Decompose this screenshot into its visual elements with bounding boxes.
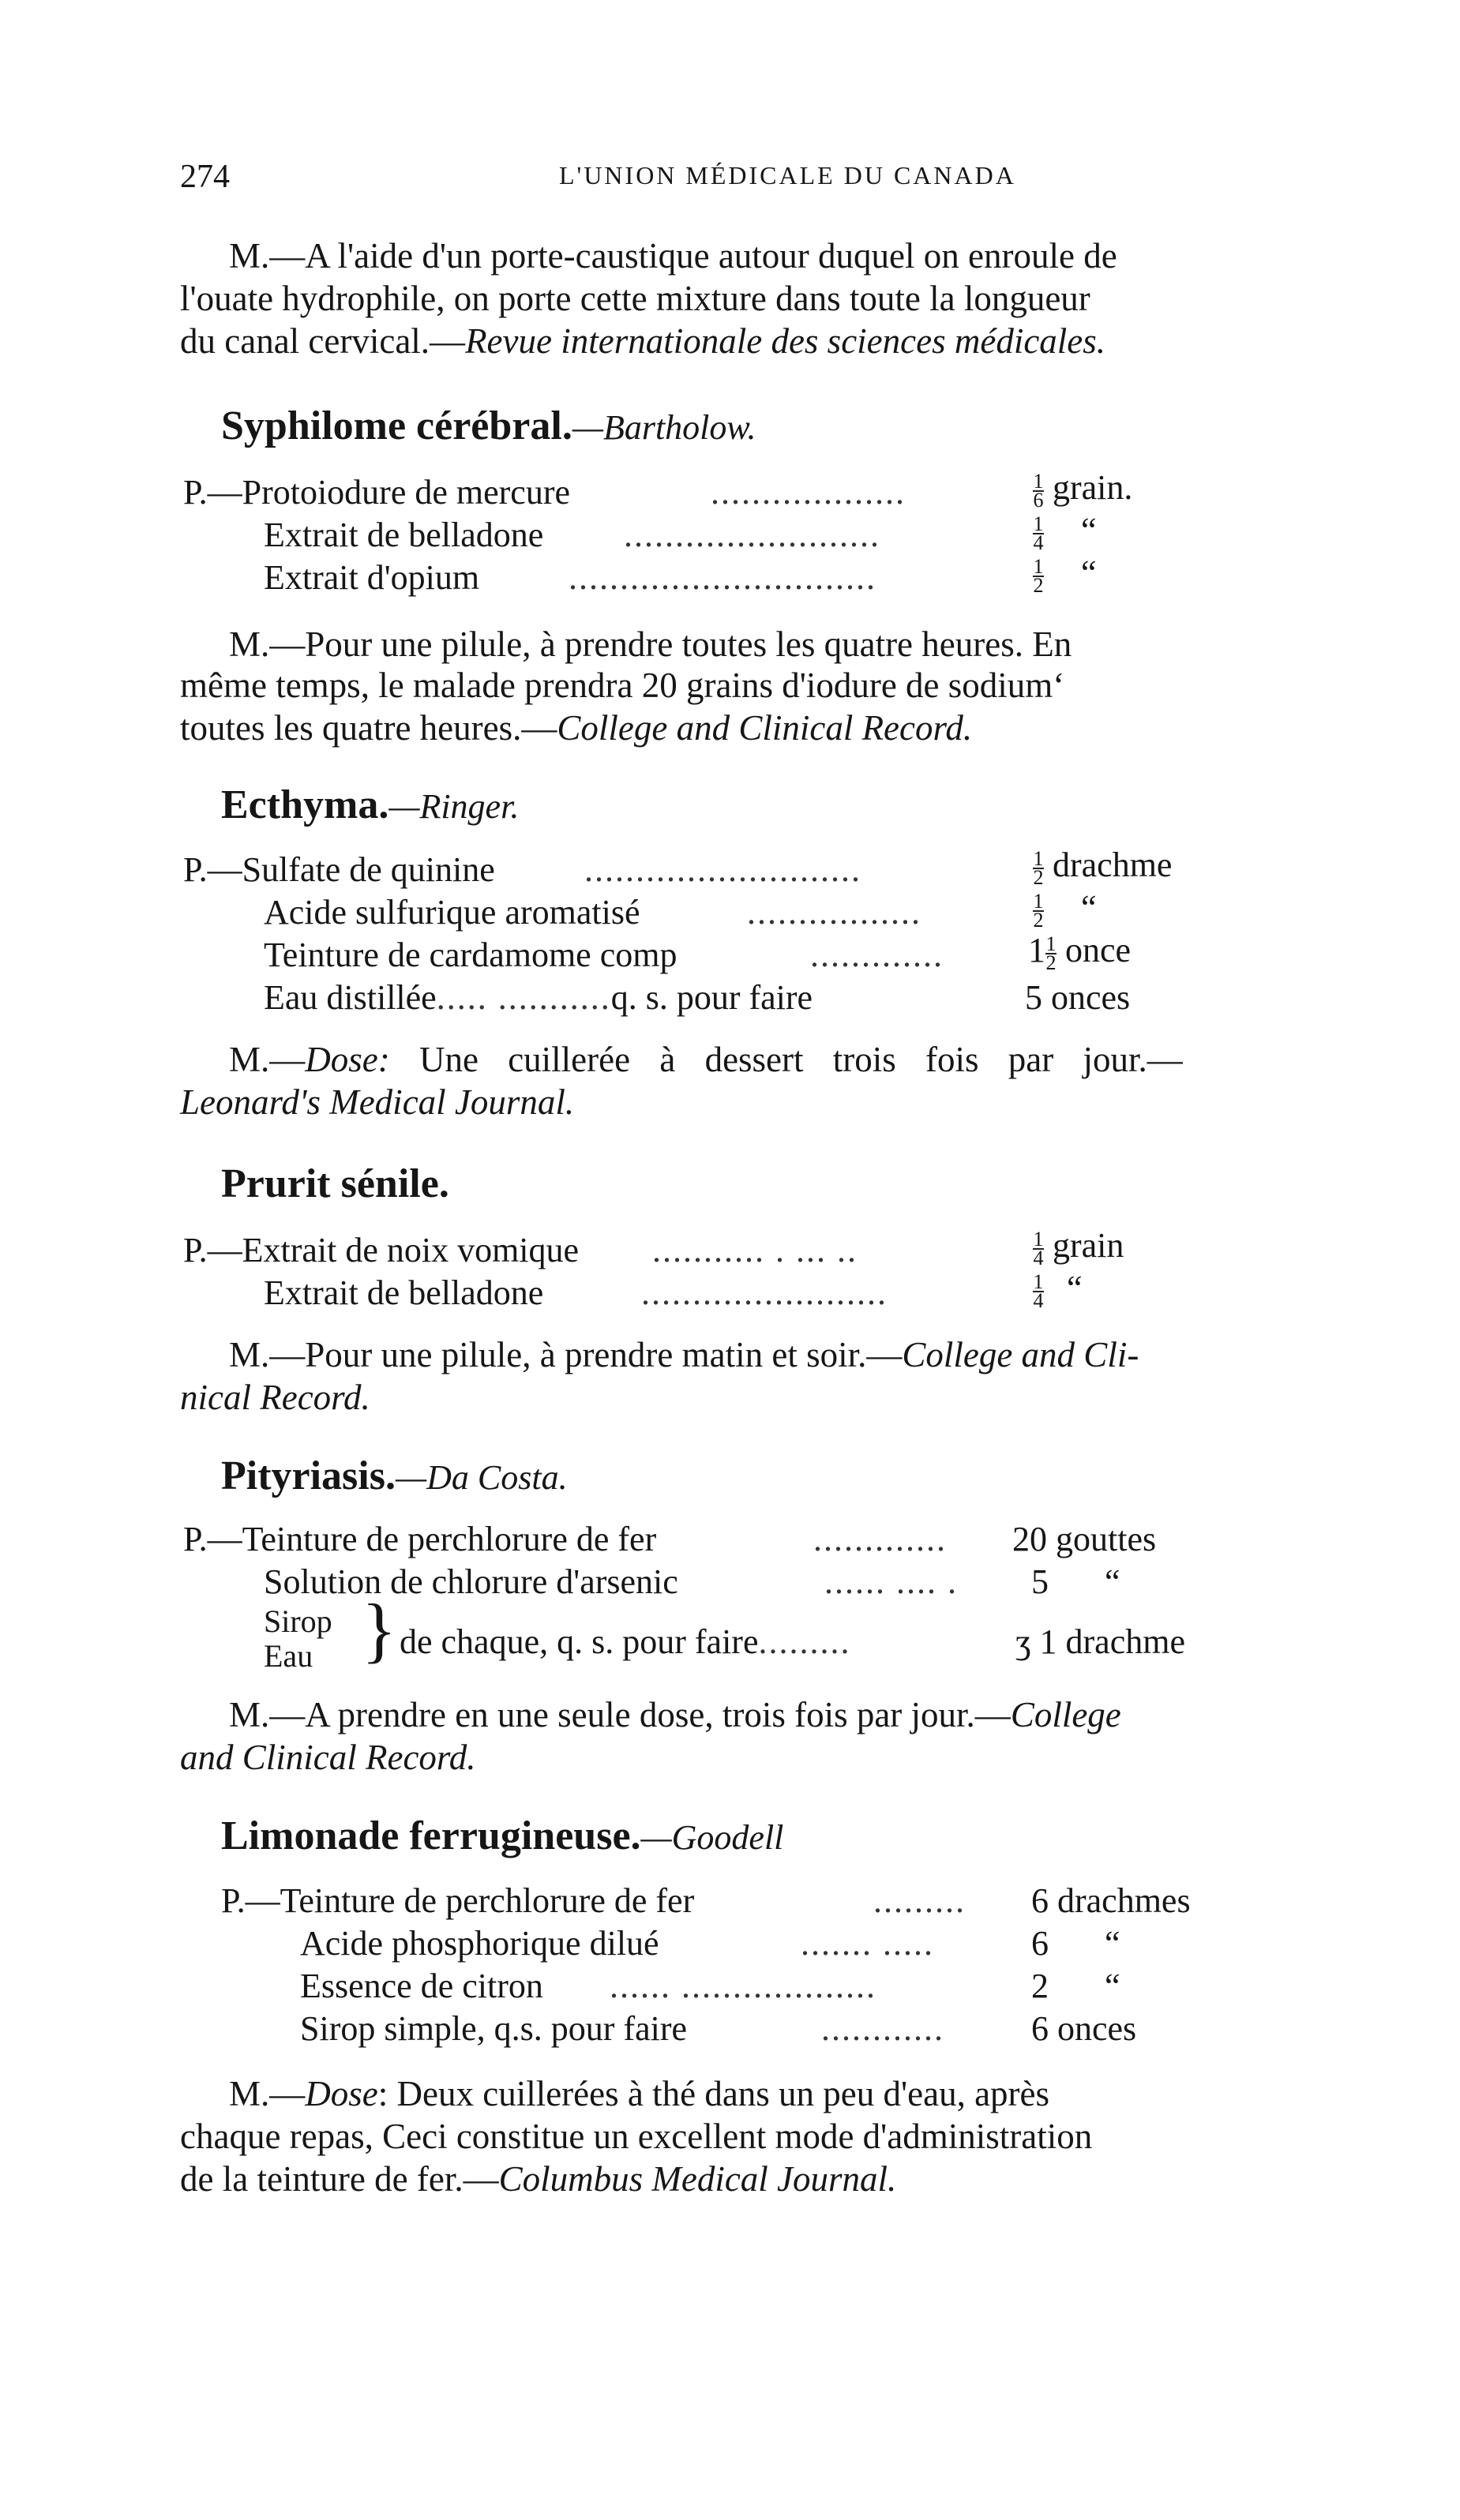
source-citation-cont: nical Record. (180, 1378, 370, 1417)
fraction: $\frac{1}{2}$ (1033, 846, 1044, 889)
rx-line (264, 977, 813, 1018)
rx-line: Extrait de belladone (264, 516, 544, 554)
rx-quantity (1012, 1519, 1156, 1559)
source-citation: Columbus Medical Journal. (498, 2159, 897, 2199)
rx-unit: “ (1067, 1269, 1083, 1307)
rx-quantity (1033, 1225, 1124, 1267)
note-line-1 (229, 1039, 1183, 1080)
leader-dots: .............................. (569, 558, 876, 597)
rx-line (400, 1622, 850, 1662)
leader-dots: ........... . ... .. (652, 1231, 858, 1269)
rx-quantity (1033, 553, 1097, 597)
leader-dots: ................. (747, 893, 921, 932)
running-title: L'UNION MÉDICALE DU CANADA (559, 161, 1016, 189)
source-citation-cont: and Clinical Record. (180, 1738, 476, 1777)
page-number: 274 (180, 159, 230, 195)
fraction: $\frac{1}{2}$ (1045, 932, 1057, 974)
intro-line-3 (180, 321, 1105, 362)
rx-label: Eau distillée (264, 978, 437, 1017)
section-title-text: Pityriasis. (221, 1453, 396, 1498)
note-line-3 (180, 707, 972, 748)
source-citation: Leonard's Medical Journal. (180, 1082, 575, 1122)
leader-dots: ................... (711, 473, 906, 512)
rx-unit: “ (1081, 553, 1097, 592)
section-title-pityriasis (221, 1453, 568, 1499)
rx-line: Teinture de cardamome comp (264, 936, 677, 974)
rx-unit: “ (1081, 511, 1097, 549)
note-text: M.—A prendre en une seule dose, trois fois par jour.— (229, 1695, 1011, 1734)
note-text: M.— (229, 2074, 306, 2113)
fraction: $\frac{1}{4}$ (1033, 1269, 1044, 1312)
rx-unit: “ (1105, 1924, 1120, 1963)
intro-source: Revue internationale des sciences médicales. (465, 321, 1106, 361)
leader-dots: ......... (758, 1622, 851, 1661)
note-line-2: chaque repas, Ceci constitue un excellent mode d'administration (180, 2117, 1093, 2156)
rx-quantity: ʒ 1 drachme (1015, 1622, 1185, 1661)
rx-quantity (1033, 887, 1097, 932)
note-text: M.—Pour une pilule, à prendre matin et soir.— (229, 1335, 903, 1374)
brace-top-item: Sirop (264, 1603, 332, 1639)
section-title-text: Limonade ferrugineuse. (221, 1813, 641, 1858)
rx-line: Acide sulfurique aromatisé (264, 893, 640, 932)
fraction: $\frac{1}{6}$ (1033, 469, 1044, 512)
rx-line: Sirop simple, q.s. pour faire (300, 2009, 688, 2048)
rx-unit: drachme (1053, 846, 1173, 884)
leader-dots: ......................... (624, 516, 880, 554)
fraction: $\frac{1}{2}$ (1033, 889, 1044, 932)
rx-quantity (1031, 2008, 1136, 2049)
rx-line: Essence de citron (300, 1967, 543, 2005)
leader-dots: ............ (821, 2009, 944, 2048)
leader-dots: ............. (810, 936, 944, 974)
leader-dots: ...... ................... (610, 1967, 876, 2005)
qty-text: 5 (1025, 978, 1042, 1017)
intro-line-3-text: du canal cervical.— (180, 321, 466, 361)
rx-unit: onces (1057, 2009, 1137, 2048)
rx-quantity (1033, 467, 1133, 512)
rx-unit: “ (1081, 888, 1097, 927)
rx-unit: grain. (1053, 468, 1133, 507)
source-citation: College and Cli- (902, 1335, 1139, 1374)
leader-dots: ........................... (584, 850, 861, 889)
note-line-1 (229, 2073, 1049, 2114)
note-rest: Une cuillerée à dessert trois fois par jour.— (389, 1040, 1183, 1079)
rx-line: P.—Sulfate de quinine (183, 850, 495, 889)
note-text: de la teinture de fer.— (180, 2159, 499, 2199)
note-text: toutes les quatre heures.— (180, 708, 557, 748)
section-title-prurit: Prurit sénile. (221, 1161, 449, 1206)
rx-unit: drachmes (1057, 1881, 1191, 1920)
leader-dots: ....... ..... (801, 1924, 934, 1963)
section-author: —Da Costa. (395, 1458, 568, 1497)
rx-label: de chaque, q. s. pour faire (400, 1622, 759, 1661)
rx-unit: onces (1051, 978, 1131, 1017)
rx-line: P.—Teinture de perchlorure de fer (183, 1520, 657, 1558)
note-dose: Dose (305, 2074, 378, 2113)
source-citation: College (1010, 1695, 1121, 1734)
brace-symbol: } (362, 1589, 397, 1670)
intro-line-1: M.—A l'aide d'un porte-caustique autour duquel on enroule de (229, 236, 1117, 276)
qty-text: 6 (1031, 1924, 1049, 1963)
note-rest: : Deux cuillerées à thé dans un peu d'eau, après (377, 2074, 1050, 2113)
rx-unit: “ (1105, 1562, 1120, 1601)
section-title-text: Ecthyma. (221, 782, 389, 827)
leader-dots: ...... .... . (824, 1562, 958, 1601)
qty-text: 2 (1031, 1967, 1049, 2005)
note-line-3 (180, 2158, 896, 2199)
note-text: M.— (229, 1040, 306, 1079)
note-line-1 (229, 1334, 1139, 1375)
fraction: $\frac{1}{4}$ (1033, 1227, 1044, 1269)
section-title-limonade (221, 1813, 783, 1859)
rx-quantity (1033, 510, 1097, 552)
brace-bottom-item: Eau (264, 1638, 313, 1674)
section-title-ecthyma (221, 782, 519, 828)
rx-unit: once (1065, 931, 1132, 969)
qty-text: 20 (1012, 1520, 1047, 1558)
rx-line: Extrait de belladone (264, 1273, 544, 1312)
fraction: $\frac{1}{2}$ (1033, 554, 1044, 597)
rx-quantity (1033, 845, 1172, 887)
rx-qs: q. s. pour faire (610, 978, 813, 1017)
leader-dots: ............. (813, 1520, 947, 1558)
rx-line: P.—Protoiodure de mercure (183, 473, 570, 512)
leader-dots: ........................ (641, 1273, 888, 1312)
rx-unit: “ (1105, 1967, 1120, 2005)
rx-line: Extrait d'opium (264, 558, 480, 597)
note-line-1: M.—Pour une pilule, à prendre toutes les quatre heures. En (229, 624, 1072, 664)
rx-line: P.—Extrait de noix vomique (183, 1231, 580, 1269)
rx-unit: gouttes (1056, 1520, 1157, 1558)
rx-line: Acide phosphorique dilué (300, 1924, 659, 1963)
qty-text: 6 (1031, 1881, 1049, 1920)
section-title-syphilome (221, 403, 756, 449)
rx-quantity (1031, 1881, 1191, 1921)
rx-quantity (1028, 930, 1131, 972)
section-author: —Goodell (640, 1818, 784, 1857)
rx-line: P.—Teinture de perchlorure de fer (221, 1881, 695, 1920)
rx-quantity (1031, 1966, 1120, 2006)
section-title-text: Syphilome cérébral. (221, 403, 572, 448)
rx-quantity (1033, 1268, 1083, 1310)
note-dose: Dose: (305, 1040, 390, 1079)
leader-dots: ......... (873, 1881, 966, 1920)
note-line-1 (229, 1694, 1121, 1735)
rx-quantity (1025, 977, 1130, 1018)
source-citation: College and Clinical Record. (557, 708, 973, 748)
rx-quantity (1031, 1562, 1120, 1602)
qty-text: 5 (1031, 1562, 1049, 1601)
leader-dots: ..... ........... (436, 978, 611, 1017)
intro-line-2: l'ouate hydrophile, on porte cette mixture dans toute la longueur (180, 279, 1090, 318)
qty-whole: 1 (1028, 931, 1045, 969)
rx-quantity (1031, 1923, 1120, 1963)
note-line-2: même temps, le malade prendra 20 grains d'iodure de sodium‘ (180, 666, 1065, 705)
qty-text: 6 (1031, 2009, 1049, 2048)
section-author: —Bartholow. (572, 408, 756, 447)
rx-line: Solution de chlorure d'arsenic (264, 1562, 678, 1601)
fraction: $\frac{1}{4}$ (1033, 512, 1044, 554)
section-author: —Ringer. (388, 787, 520, 826)
rx-unit: grain (1053, 1226, 1124, 1265)
